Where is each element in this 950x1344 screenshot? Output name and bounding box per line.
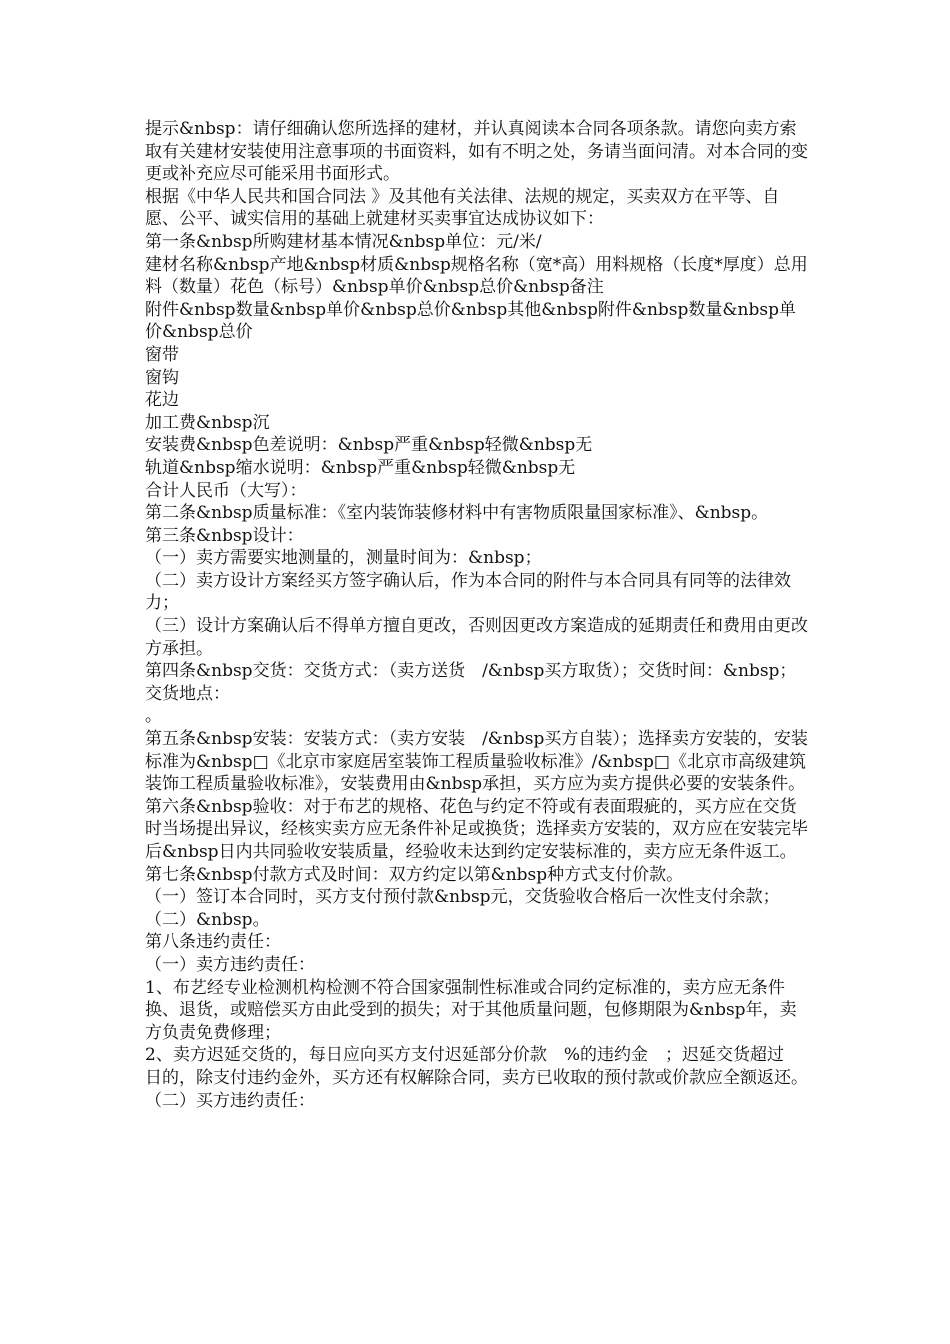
text-line: 窗带 xyxy=(145,344,179,365)
text-line: 第二条&nbsp质量标准：《室内装饰装修材料中有害物质限量国家标准》、&nbsp。 xyxy=(145,503,769,524)
text-line: （一）卖方违约责任： xyxy=(145,954,315,975)
text-line: （一）卖方需要实地测量的，测量时间为：&nbsp； xyxy=(145,548,542,569)
text-line: 安装费&nbsp色差说明：&nbsp严重&nbsp轻微&nbsp无 xyxy=(145,435,593,456)
text-line: 2、卖方迟延交货的，每日应向买方支付迟延部分价款 %的违约金 ；迟延交货超过 xyxy=(145,1045,784,1066)
text-line: 第一条&nbsp所购建材基本情况&nbsp单位：元/米/ xyxy=(145,231,542,252)
text-line: （二）&nbsp。 xyxy=(145,909,270,930)
text-line: 轨道&nbsp缩水说明：&nbsp严重&nbsp轻微&nbsp无 xyxy=(145,457,576,478)
text-line: 加工费&nbsp沉 xyxy=(145,412,270,433)
text-line: 花边 xyxy=(145,390,179,411)
text-line: 第六条&nbsp验收：对于布艺的规格、花色与约定不符或有表面瑕疵的，买方应在交货时当场提出异议，经核实卖方应无条件补足或换货；选择卖方安装的，双方应在安装完毕后&nbsp日内共同验收安装质量，经验收未达到约定安装标准的，卖方应无条件返工。 xyxy=(145,796,808,862)
text-line: 提示&nbsp：请仔细确认您所选择的建材，并认真阅读本合同各项条款。请您向卖方索取有关建材安装使用注意事项的书面资料，如有不明之处，务请当面问清。对本合同的变更或补充应尽可能采用书面形式。 xyxy=(145,119,808,185)
text-line: （二）卖方设计方案经买方签字确认后，作为本合同的附件与本合同具有同等的法律效力； xyxy=(145,570,791,614)
text-line: （三）设计方案确认后不得单方擅自更改，否则因更改方案造成的延期责任和费用由更改方承担。 xyxy=(145,616,808,659)
text-line: （一）签订本合同时，买方支付预付款&nbsp元，交货验收合格后一次性支付余款； xyxy=(145,887,780,908)
text-line: 第八条违约责任： xyxy=(145,932,281,953)
text-line: 1、布艺经专业检测机构检测不符合国家强制性标准或合同约定标准的，卖方应无条件换、退货，或赔偿买方由此受到的损失；对于其他质量问题，包修期限为&nbsp年，卖方负责免费修理； xyxy=(145,977,797,1043)
contract-text-body xyxy=(145,118,810,1112)
text-line: 第三条&nbsp设计： xyxy=(145,525,304,546)
text-line: （二）买方违约责任： xyxy=(145,1090,315,1111)
text-line: 第七条&nbsp付款方式及时间：双方约定以第&nbsp种方式支付价款。 xyxy=(145,864,684,885)
text-line: 窗钩 xyxy=(145,367,179,388)
text-line: 附件&nbsp数量&nbsp单价&nbsp总价&nbsp其他&nbsp附件&nbsp数量&nbsp单价&nbsp总价 xyxy=(145,299,796,343)
text-line: 合计人民币（大写）： xyxy=(145,480,307,501)
text-line: 第五条&nbsp安装：安装方式：（卖方安装 /&nbsp买方自装）；选择卖方安装的，安装标准为&nbsp□《北京市家庭居室装饰工程质量验收标准》/&nbsp□《北京市高级建筑装饰工程质量验收标准》，安装费用由&nbsp承担，买方应为卖方提供必要的安装条件。 xyxy=(145,729,808,795)
text-line: 日的，除支付违约金外，买方还有权解除合同，卖方已收取的预付款或价款应全额返还。 xyxy=(145,1067,808,1088)
text-line: 。 xyxy=(145,706,162,727)
text-line: 根据《中华人民共和国合同法 》及其他有关法律、法规的规定，买卖双方在平等、自愿、公平、诚实信用的基础上就建材买卖事宜达成协议如下： xyxy=(145,186,780,230)
text-line: 建材名称&nbsp产地&nbsp材质&nbsp规格名称（宽*高）用料规格（长度*厚度）总用料（数量）花色（标号）&nbsp单价&nbsp总价&nbsp备注 xyxy=(145,254,808,298)
text-line: 第四条&nbsp交货：交货方式：（卖方送货 /&nbsp买方取货）；交货时间：&nbsp；交货地点： xyxy=(145,661,797,704)
